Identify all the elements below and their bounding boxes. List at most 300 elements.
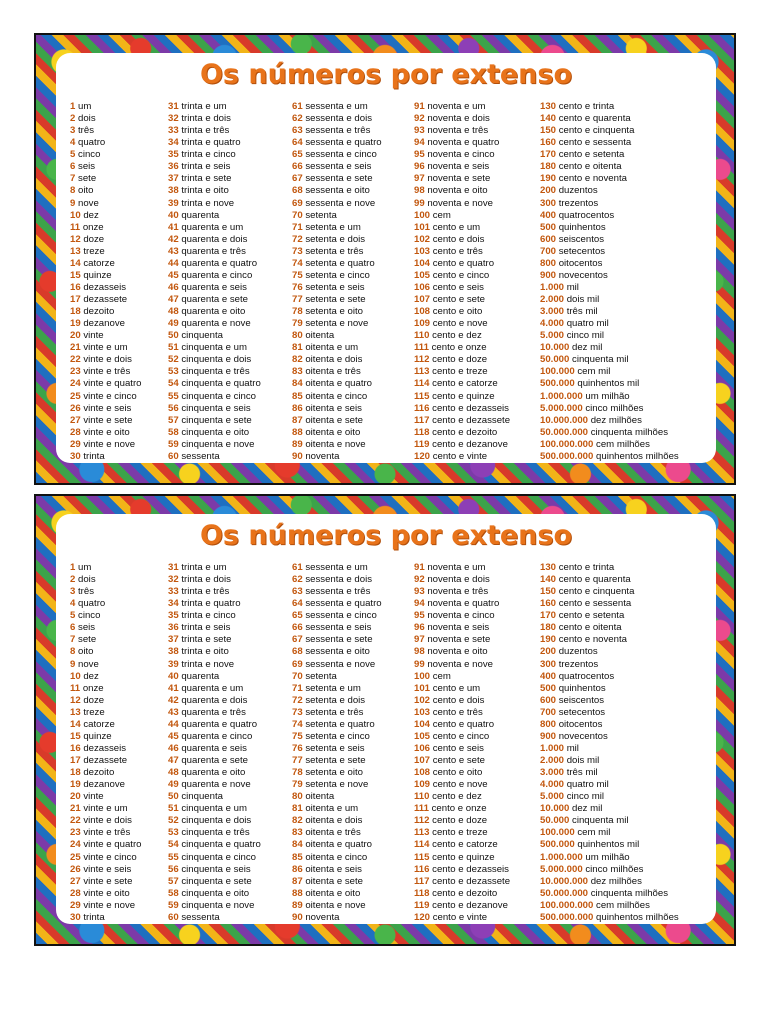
number-row (540, 622, 679, 634)
number-words: trinta e um (181, 562, 227, 573)
number-row (292, 803, 382, 815)
number-words: noventa e cinco (427, 149, 495, 161)
number-words: sessenta e um (305, 562, 368, 573)
number-words: cem (432, 670, 451, 682)
number-row (540, 803, 679, 815)
number-row (168, 586, 261, 598)
number-value: 500 (540, 221, 557, 233)
number-row (168, 342, 261, 354)
number-row (540, 137, 679, 149)
number-value: 58 (168, 887, 179, 899)
number-words: duzentos (558, 185, 598, 197)
number-words: noventa e três (427, 125, 489, 137)
number-value: 57 (168, 875, 179, 887)
number-words: sessenta e cinco (305, 149, 377, 161)
number-row (70, 270, 141, 282)
number-words: cinquenta e sete (181, 414, 252, 426)
number-row (414, 113, 510, 125)
number-words: noventa e sete (427, 634, 491, 646)
number-row (70, 234, 141, 246)
number-words: sessenta e cinco (305, 610, 377, 622)
number-words: oitenta e quatro (305, 378, 373, 390)
number-row (70, 586, 141, 598)
number-value: 34 (168, 137, 179, 149)
number-value: 79 (292, 318, 303, 330)
number-value: 5.000 (540, 330, 565, 342)
number-value: 109 (414, 779, 431, 791)
number-words: noventa e dois (427, 574, 490, 586)
number-row (540, 719, 679, 731)
number-row (292, 366, 382, 378)
number-words: cem milhões (596, 438, 650, 450)
number-row (414, 695, 510, 707)
number-words: cento e treze (432, 827, 488, 839)
number-value: 500.000.000 (540, 450, 594, 462)
number-words: dois (78, 574, 96, 586)
number-row (168, 719, 261, 731)
number-words: oitenta e oito (305, 426, 361, 438)
number-words: quarenta e cinco (181, 730, 253, 742)
number-row (414, 342, 510, 354)
number-value: 120 (414, 911, 431, 923)
number-words: mil (566, 281, 579, 293)
number-row (540, 912, 679, 924)
number-words: sete (78, 173, 97, 185)
number-value: 33 (168, 125, 179, 137)
number-value: 1.000 (540, 742, 565, 754)
number-words: vinte e sete (83, 875, 133, 887)
number-words: três (78, 125, 95, 137)
number-row (168, 864, 261, 876)
number-row (292, 306, 382, 318)
number-row (540, 562, 679, 574)
number-value: 22 (70, 354, 81, 366)
number-value: 75 (292, 269, 303, 281)
number-value: 78 (292, 306, 303, 318)
number-words: quinhentos milhões (596, 450, 679, 462)
number-value: 23 (70, 827, 81, 839)
number-words: oitocentos (558, 257, 603, 269)
number-row (540, 695, 679, 707)
number-row (292, 185, 382, 197)
number-row (70, 634, 141, 646)
number-words: quatrocentos (558, 670, 615, 682)
number-value: 112 (414, 354, 430, 366)
number-value: 50.000 (540, 354, 570, 366)
number-value: 200 (540, 185, 557, 197)
number-row (540, 671, 679, 683)
number-words: setenta e sete (305, 294, 366, 305)
number-words: cinquenta (181, 791, 223, 803)
number-words: setenta (305, 670, 337, 682)
number-words: cento e seis (432, 281, 484, 293)
number-row (540, 815, 679, 827)
number-words: trinta e cinco (181, 149, 236, 161)
number-value: 6 (70, 161, 76, 173)
number-value: 170 (540, 149, 557, 161)
number-row (292, 403, 382, 415)
number-row (70, 330, 141, 342)
number-value: 30 (70, 450, 81, 462)
number-value: 118 (414, 426, 430, 438)
number-row (292, 634, 382, 646)
number-row (414, 779, 510, 791)
number-row (168, 888, 261, 900)
number-words: cinco milhões (585, 402, 644, 414)
number-row (168, 707, 261, 719)
number-words: dezasseis (83, 281, 127, 293)
number-row (292, 659, 382, 671)
number-row (414, 622, 510, 634)
number-row (540, 707, 679, 719)
number-value: 120 (414, 450, 431, 462)
number-value: 160 (540, 137, 557, 149)
number-row (414, 586, 510, 598)
number-words: setenta e dois (305, 694, 366, 706)
number-column-1 (70, 101, 141, 463)
number-row (292, 888, 382, 900)
number-words: trinta e oito (181, 185, 229, 197)
number-row (414, 137, 510, 149)
number-words: dois mil (566, 294, 600, 305)
number-words: oito (78, 646, 94, 658)
number-words: quinze (83, 730, 112, 742)
number-words: cento e vinte (432, 450, 488, 462)
number-row (540, 598, 679, 610)
number-row (70, 113, 141, 125)
number-words: dezassete (83, 294, 128, 305)
number-words: seiscentos (558, 233, 605, 245)
number-row (414, 185, 510, 197)
number-words: dezoito (83, 767, 115, 779)
number-words: cento e onze (431, 803, 487, 815)
number-value: 89 (292, 899, 303, 911)
number-row (292, 330, 382, 342)
number-row (540, 113, 679, 125)
number-value: 73 (292, 706, 303, 718)
number-value: 40 (168, 209, 179, 221)
number-words: quinhentos (558, 682, 606, 694)
number-value: 47 (168, 294, 179, 305)
number-words: noventa (305, 911, 340, 923)
number-value: 105 (414, 269, 431, 281)
number-value: 93 (414, 125, 425, 137)
number-row (540, 161, 679, 173)
number-words: cinquenta e nove (181, 899, 255, 911)
number-row (292, 864, 382, 876)
number-value: 7 (70, 634, 76, 646)
number-row (540, 791, 679, 803)
number-words: trinta e quatro (181, 137, 241, 149)
number-row (414, 634, 510, 646)
number-row (292, 234, 382, 246)
number-words: cento e setenta (558, 149, 625, 161)
number-row (70, 610, 141, 622)
number-row (414, 562, 510, 574)
number-value: 64 (292, 598, 303, 610)
number-row (70, 149, 141, 161)
number-row (70, 282, 141, 294)
number-words: trinta e nove (181, 197, 235, 209)
number-words: nove (78, 197, 99, 209)
number-row (540, 610, 679, 622)
number-value: 50 (168, 330, 179, 342)
number-row (414, 415, 510, 427)
number-words: vinte e sete (83, 414, 133, 426)
number-words: oitenta e um (305, 342, 359, 354)
number-row (168, 622, 261, 634)
number-row (414, 852, 510, 864)
number-words: oito (78, 185, 94, 197)
number-value: 96 (414, 622, 425, 634)
number-row (414, 173, 510, 185)
number-words: duzentos (558, 646, 598, 658)
number-value: 98 (414, 646, 425, 658)
number-value: 46 (168, 281, 179, 293)
number-row (70, 707, 141, 719)
number-words: cento e dez (432, 791, 482, 803)
number-words: cinquenta e nove (181, 438, 255, 450)
number-value: 5 (70, 149, 76, 161)
number-words: cinquenta e oito (181, 887, 250, 899)
number-words: vinte e oito (83, 887, 130, 899)
number-row (540, 270, 679, 282)
number-row (414, 731, 510, 743)
number-words: cento e quinze (432, 390, 495, 402)
number-row (168, 803, 261, 815)
number-row (70, 222, 141, 234)
number-value: 38 (168, 185, 179, 197)
number-row (70, 646, 141, 658)
number-value: 400 (540, 209, 557, 221)
number-value: 118 (414, 887, 430, 899)
number-row (168, 137, 261, 149)
number-value: 19 (70, 318, 81, 330)
number-value: 76 (292, 742, 303, 754)
number-value: 53 (168, 827, 179, 839)
number-words: oitenta e cinco (305, 390, 368, 402)
number-words: vinte e dois (83, 354, 132, 366)
number-words: trezentos (558, 658, 599, 670)
number-value: 13 (70, 706, 81, 718)
number-words: onze (82, 221, 104, 233)
number-row (292, 439, 382, 451)
number-row (292, 318, 382, 330)
number-words: trinta e sete (181, 173, 232, 185)
number-words: oitenta e dois (305, 815, 363, 827)
number-value: 50.000.000 (540, 426, 589, 438)
number-value: 9 (70, 658, 76, 670)
number-words: cento e dezassete (432, 414, 511, 426)
number-value: 10.000.000 (540, 414, 589, 426)
chart-card-top (34, 33, 736, 485)
number-row (414, 258, 510, 270)
number-value: 100 (414, 209, 431, 221)
number-value: 10.000.000 (540, 875, 589, 887)
number-value: 700 (540, 706, 557, 718)
number-value: 56 (168, 863, 179, 875)
number-words: oitenta e quatro (305, 839, 373, 851)
number-value: 52 (168, 354, 179, 366)
number-value: 400 (540, 670, 557, 682)
number-words: oitenta e sete (305, 875, 363, 887)
number-value: 107 (414, 294, 431, 305)
number-words: dezasseis (83, 742, 127, 754)
number-words: cento e quinze (432, 851, 495, 863)
number-words: dez milhões (590, 414, 642, 426)
number-value: 82 (292, 815, 303, 827)
number-words: dezanove (83, 318, 125, 330)
number-value: 115 (414, 851, 430, 863)
number-value: 111 (414, 803, 429, 815)
number-row (292, 282, 382, 294)
number-value: 28 (70, 426, 81, 438)
number-words: cento e dois (432, 233, 485, 245)
number-words: setenta e dois (305, 233, 366, 245)
number-value: 14 (70, 257, 81, 269)
number-row (540, 125, 679, 137)
number-column-2 (168, 562, 261, 924)
number-value: 52 (168, 815, 179, 827)
number-row (168, 767, 261, 779)
number-words: cento e cinquenta (558, 586, 635, 598)
number-row (168, 222, 261, 234)
number-row (292, 815, 382, 827)
number-words: cento e treze (432, 366, 488, 378)
number-value: 94 (414, 137, 425, 149)
number-words: dezoito (83, 306, 115, 318)
number-row (414, 719, 510, 731)
number-value: 44 (168, 718, 179, 730)
number-row (292, 222, 382, 234)
number-words: cento e nove (432, 318, 488, 330)
number-words: quinhentos mil (577, 839, 640, 851)
number-row (414, 610, 510, 622)
number-words: vinte (83, 791, 104, 803)
number-words: um milhão (585, 390, 630, 402)
number-words: cento e oito (432, 306, 483, 318)
number-words: trinta e seis (181, 622, 231, 634)
number-row (168, 646, 261, 658)
number-row (540, 185, 679, 197)
number-value: 30 (70, 911, 81, 923)
number-row (168, 330, 261, 342)
number-value: 109 (414, 318, 431, 330)
number-value: 51 (168, 803, 179, 815)
number-words: cento e cinco (432, 730, 490, 742)
number-value: 24 (70, 839, 81, 851)
number-row (540, 210, 679, 222)
number-value: 70 (292, 209, 303, 221)
number-value: 2.000 (540, 755, 565, 766)
number-value: 31 (168, 101, 179, 112)
number-value: 17 (70, 294, 81, 305)
number-row (292, 755, 382, 767)
number-row (70, 185, 141, 197)
number-words: cento e quatro (432, 257, 495, 269)
number-row (292, 391, 382, 403)
number-value: 35 (168, 149, 179, 161)
number-value: 95 (414, 149, 425, 161)
number-words: noventa e dois (427, 113, 490, 125)
number-row (70, 403, 141, 415)
number-value: 80 (292, 791, 303, 803)
number-value: 2.000 (540, 294, 565, 305)
number-row (414, 755, 510, 767)
number-value: 90 (292, 450, 303, 462)
number-value: 116 (414, 402, 430, 414)
number-row (540, 731, 679, 743)
number-words: vinte e oito (83, 426, 130, 438)
number-value: 55 (168, 390, 179, 402)
number-value: 71 (292, 682, 303, 694)
number-words: trinta e dois (181, 574, 231, 586)
number-value: 72 (292, 694, 303, 706)
number-words: oitocentos (558, 718, 603, 730)
number-row (540, 318, 679, 330)
number-words: setenta e nove (305, 779, 369, 791)
number-value: 91 (414, 101, 425, 112)
number-words: oitenta e um (305, 803, 359, 815)
number-words: onze (82, 682, 104, 694)
number-words: cento e quarenta (558, 574, 631, 586)
number-row (168, 852, 261, 864)
number-words: cinquenta mil (572, 354, 629, 366)
number-value: 69 (292, 658, 303, 670)
number-words: cento e cinco (432, 269, 490, 281)
number-value: 87 (292, 414, 303, 426)
number-words: dez milhões (590, 875, 642, 887)
number-value: 35 (168, 610, 179, 622)
number-value: 66 (292, 622, 303, 634)
number-value: 37 (168, 634, 179, 646)
number-words: cinquenta (181, 330, 223, 342)
number-value: 140 (540, 574, 557, 586)
number-row (70, 415, 141, 427)
number-value: 190 (540, 173, 557, 185)
number-words: cinquenta e três (181, 827, 250, 839)
number-value: 180 (540, 161, 557, 173)
number-row (292, 101, 382, 113)
number-words: quatro mil (566, 318, 609, 330)
number-value: 900 (540, 269, 557, 281)
number-words: cento e dezoito (432, 887, 498, 899)
number-row (292, 900, 382, 912)
number-words: quatrocentos (558, 209, 615, 221)
number-value: 119 (414, 438, 430, 450)
number-row (540, 222, 679, 234)
number-words: cinquenta milhões (590, 426, 669, 438)
number-value: 66 (292, 161, 303, 173)
number-row (540, 198, 679, 210)
number-words: vinte e quatro (83, 378, 142, 390)
number-words: setecentos (558, 245, 606, 257)
number-row (414, 451, 510, 463)
number-column-1 (70, 562, 141, 924)
number-value: 112 (414, 815, 430, 827)
number-row (414, 246, 510, 258)
number-value: 45 (168, 269, 179, 281)
number-value: 119 (414, 899, 430, 911)
number-row (70, 562, 141, 574)
number-words: treze (83, 706, 105, 718)
number-words: dois mil (566, 755, 600, 766)
number-row (292, 586, 382, 598)
number-row (414, 234, 510, 246)
number-value: 75 (292, 730, 303, 742)
number-row (70, 574, 141, 586)
number-value: 63 (292, 586, 303, 598)
